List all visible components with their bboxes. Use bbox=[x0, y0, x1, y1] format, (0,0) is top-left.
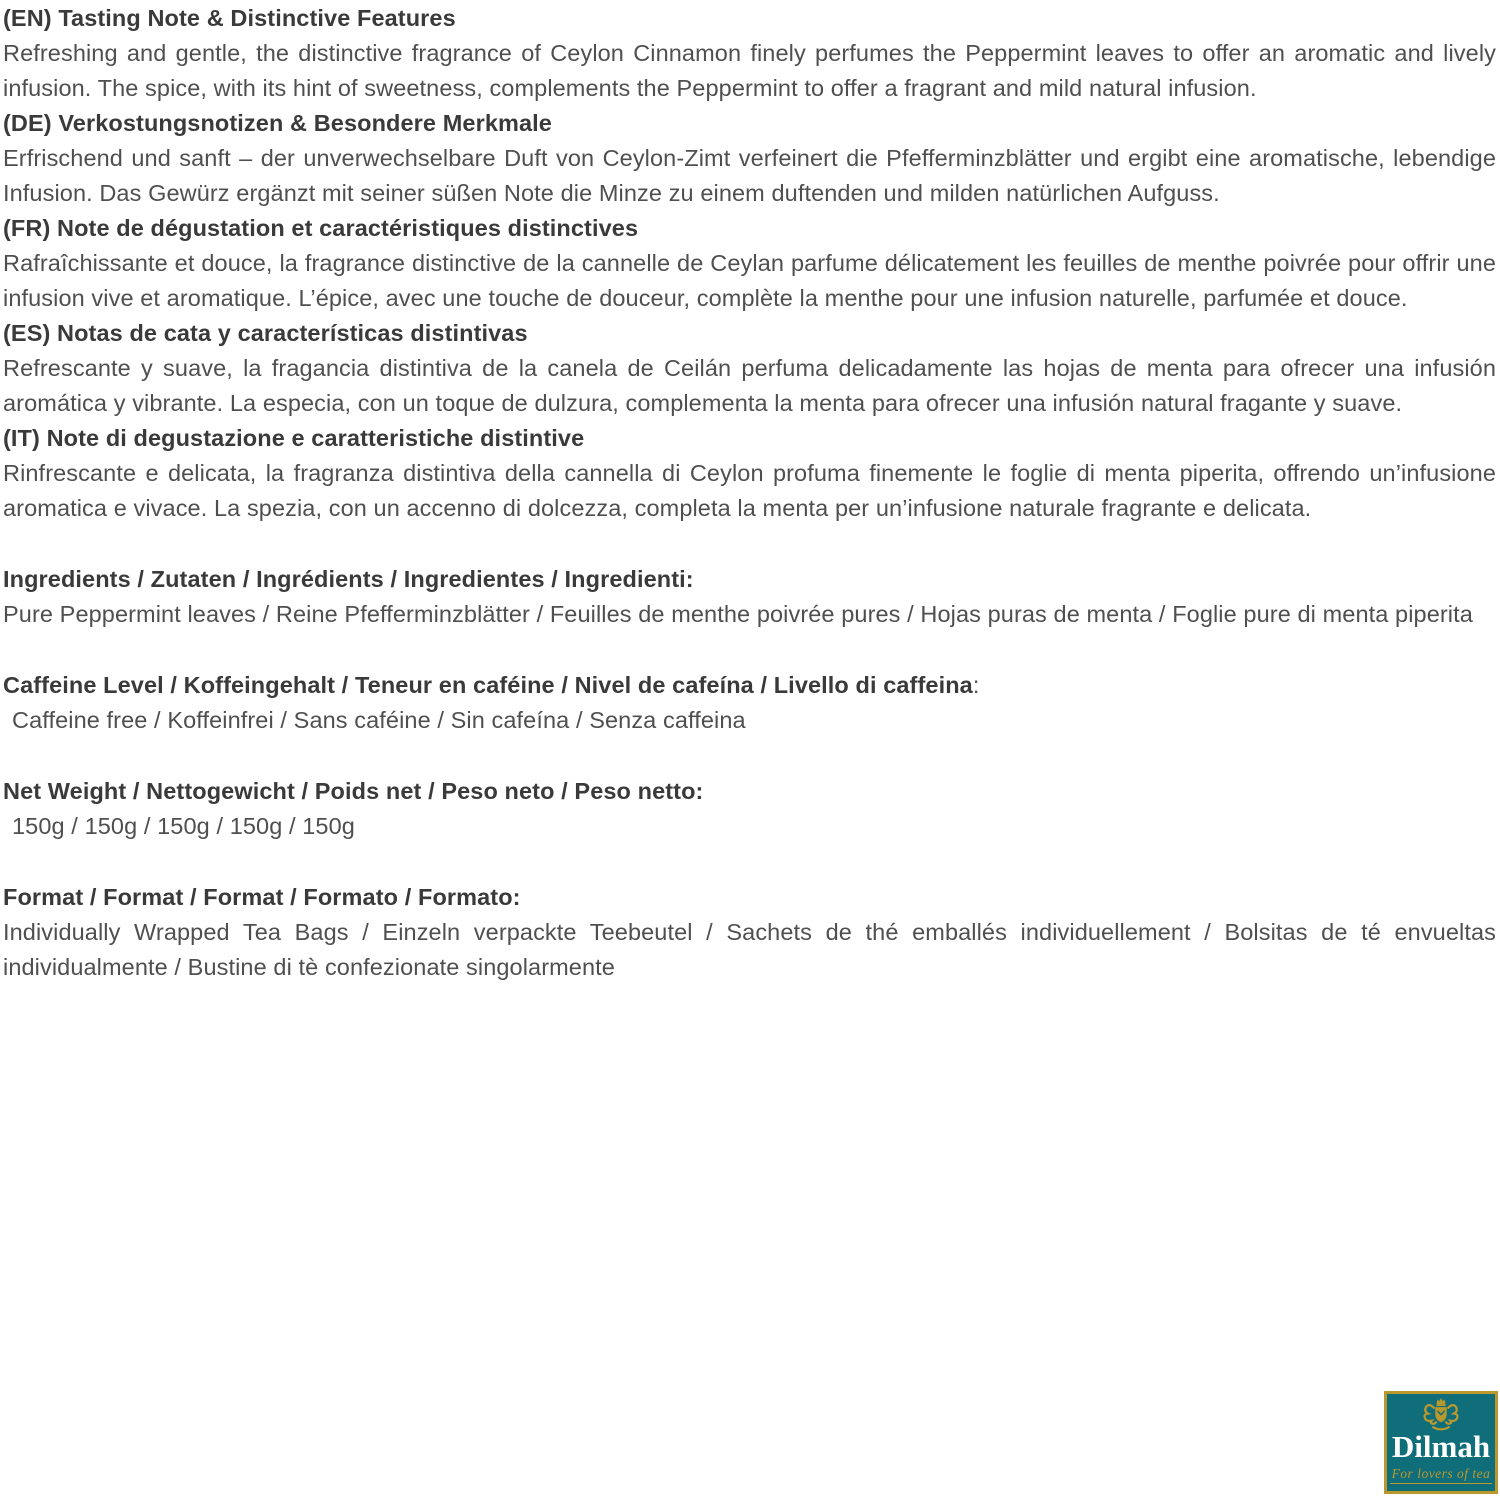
section-net-weight bbox=[3, 774, 1496, 844]
section-tasting-note-es bbox=[3, 316, 1496, 421]
caffeine-heading-suffix: : bbox=[972, 672, 980, 698]
net-weight-heading-text: Net Weight / Nettogewicht / Poids net / Peso neto / Peso netto: bbox=[3, 778, 704, 804]
format-heading-text: Format / Format / Format / Formato / Formato: bbox=[3, 884, 521, 910]
caffeine-heading-text: Caffeine Level / Koffeingehalt / Teneur en caféine / Nivel de cafeína / Livello di caffeina bbox=[3, 672, 973, 698]
tasting-note-body-fr: Rafraîchissante et douce, la fragrance distinctive de la cannelle de Ceylan parfume délicatement les feuilles de menthe poivrée pour offrir une infusion vive et aromatique. L’épice, avec une touche de douceur, complète la menthe pour une infusion naturelle, parfumée et douce. bbox=[3, 250, 1496, 311]
caffeine-body: Caffeine free / Koffeinfrei / Sans caféine / Sin cafeína / Senza caffeina bbox=[12, 707, 746, 733]
dilmah-logo bbox=[1384, 1391, 1498, 1494]
ingredients-heading-text: Ingredients / Zutaten / Ingrédients / Ingredientes / Ingredienti: bbox=[3, 566, 694, 592]
dilmah-crest-icon bbox=[1418, 1397, 1464, 1433]
tasting-note-body-es: Refrescante y suave, la fragancia distintiva de la canela de Ceilán perfuma delicadamente las hojas de menta para ofrecer una infusión aromática y vibrante. La especia, con un toque de dulzura, complementa la menta para ofrecer una infusión natural fragante y suave. bbox=[3, 355, 1496, 416]
caffeine-heading bbox=[3, 668, 1496, 703]
ingredients-body: Pure Peppermint leaves / Reine Pfefferminzblätter / Feuilles de menthe poivrée pures / Hojas puras de menta / Foglie pure di menta piperita bbox=[3, 601, 1473, 627]
ingredients-heading bbox=[3, 562, 1496, 597]
tasting-note-heading-fr: (FR) Note de dégustation et caractéristiques distinctives bbox=[3, 215, 639, 241]
section-tasting-note-fr bbox=[3, 211, 1496, 316]
tasting-note-heading-de: (DE) Verkostungsnotizen & Besondere Merkmale bbox=[3, 110, 552, 136]
format-body: Individually Wrapped Tea Bags / Einzeln verpackte Teebeutel / Sachets de thé emballés individuellement / Bolsitas de té envueltas individualmente / Bustine di tè confezionate singolarmente bbox=[3, 919, 1496, 980]
tasting-note-heading-it: (IT) Note di degustazione e caratteristiche distintive bbox=[3, 425, 585, 451]
section-ingredients bbox=[3, 562, 1496, 632]
net-weight-body: 150g / 150g / 150g / 150g / 150g bbox=[12, 813, 355, 839]
section-caffeine-level bbox=[3, 668, 1496, 738]
dilmah-wordmark: Dilmah bbox=[1391, 1429, 1491, 1464]
section-format bbox=[3, 880, 1496, 985]
tasting-note-heading-en: (EN) Tasting Note & Distinctive Features bbox=[3, 5, 456, 31]
tasting-note-heading-es: (ES) Notas de cata y características distintivas bbox=[3, 320, 528, 346]
tasting-note-body-en: Refreshing and gentle, the distinctive fragrance of Ceylon Cinnamon finely perfumes the Peppermint leaves to offer an aromatic and lively infusion. The spice, with its hint of sweetness, complements the Peppermint to offer a fragrant and mild natural infusion. bbox=[3, 40, 1496, 101]
section-tasting-note-en bbox=[3, 1, 1496, 106]
dilmah-tagline: For lovers of tea bbox=[1390, 1465, 1493, 1484]
section-tasting-note-de bbox=[3, 106, 1496, 211]
format-heading bbox=[3, 880, 1496, 915]
section-tasting-note-it bbox=[3, 421, 1496, 526]
tasting-note-body-de: Erfrischend und sanft – der unverwechselbare Duft von Ceylon-Zimt verfeinert die Pfefferminzblätter und ergibt eine aromatische, lebendige Infusion. Das Gewürz ergänzt mit seiner süßen Note die Minze zu einem duftenden und milden natürlichen Aufguss. bbox=[3, 145, 1496, 206]
net-weight-heading bbox=[3, 774, 1496, 809]
tasting-note-body-it: Rinfrescante e delicata, la fragranza distintiva della cannella di Ceylon profuma finemente le foglie di menta piperita, offrendo un’infusione aromatica e vivace. La spezia, con un accenno di dolcezza, completa la menta per un’infusione naturale fragrante e delicata. bbox=[3, 460, 1496, 521]
